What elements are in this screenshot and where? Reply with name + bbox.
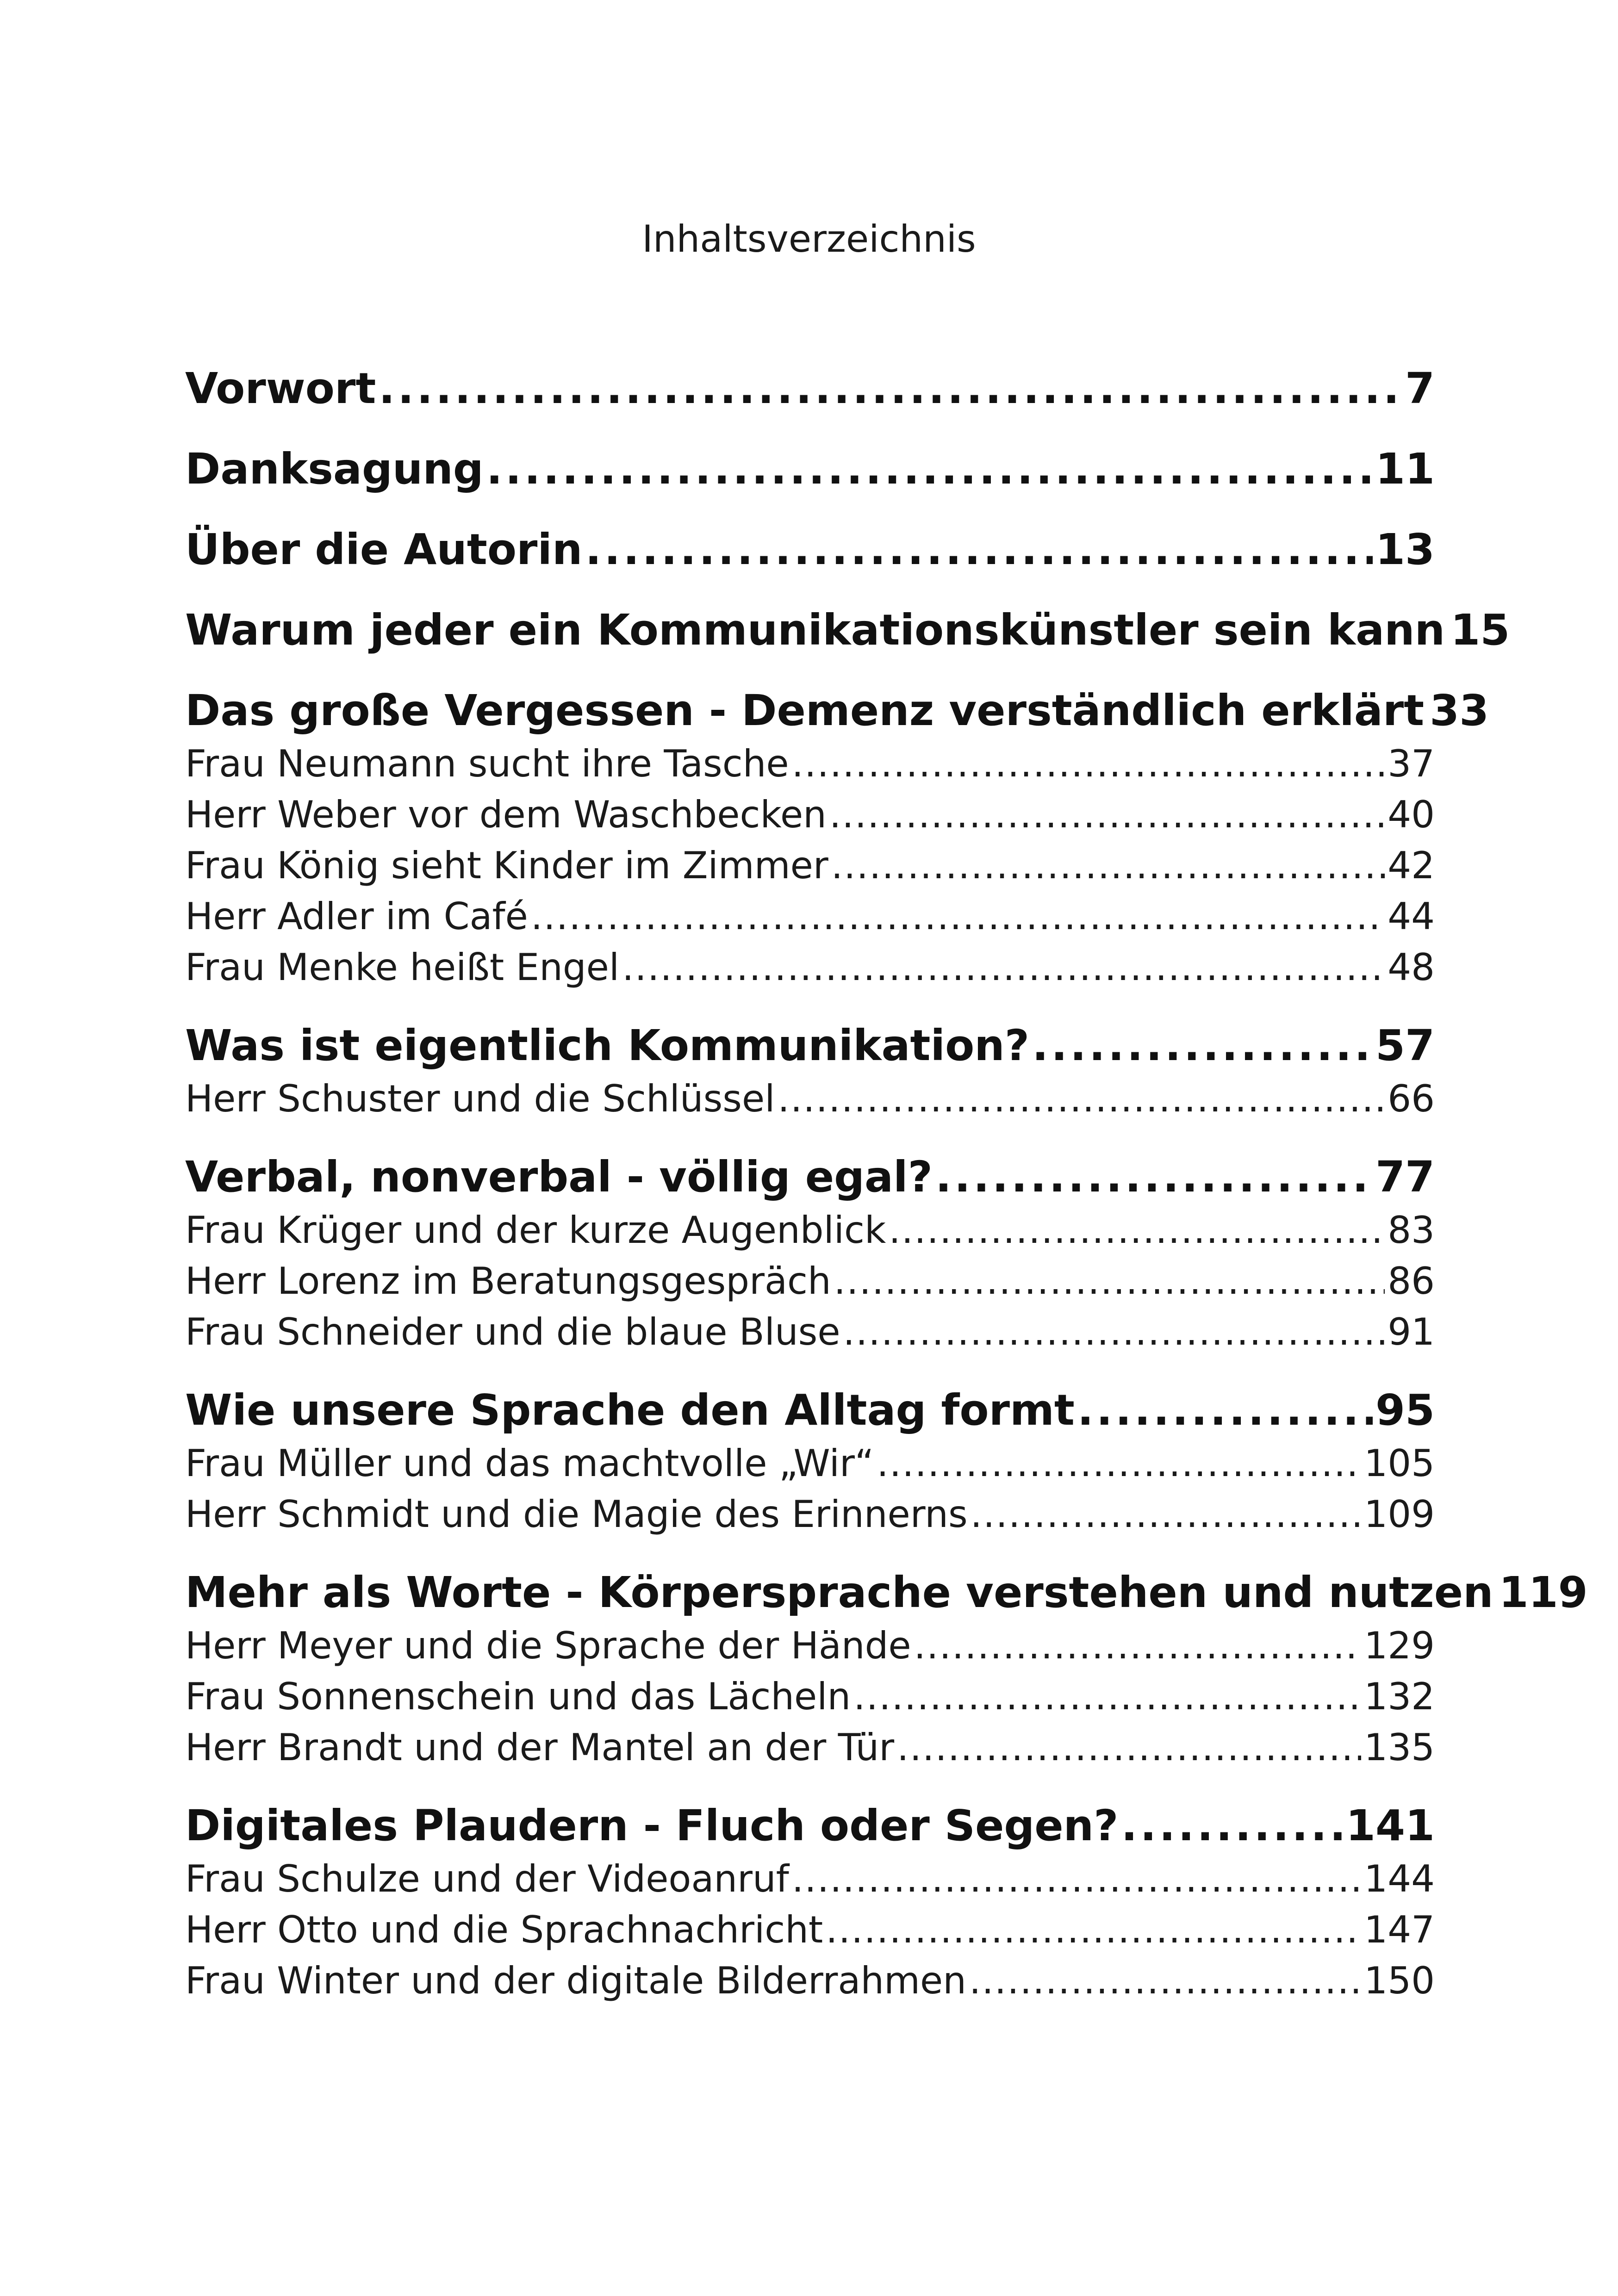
section-title: Herr Otto und die Sprachnachricht: [185, 1908, 823, 1951]
dot-leader: [843, 1307, 1385, 1358]
dot-leader: [1121, 1798, 1343, 1854]
section-title: Herr Adler im Café: [185, 895, 528, 938]
section-title: Herr Brandt und der Mantel an der Tür: [185, 1726, 895, 1769]
toc-section-entry[interactable]: [185, 942, 1435, 993]
dot-leader: [914, 1620, 1362, 1671]
section-title: Frau Sonnenschein und das Lächeln: [185, 1675, 851, 1718]
toc-section-entry[interactable]: [185, 1307, 1435, 1358]
section-title: Herr Schmidt und die Magie des Erinnerns: [185, 1493, 968, 1536]
dot-leader: [877, 1438, 1361, 1489]
toc-section-entry[interactable]: [185, 1438, 1435, 1489]
section-page-number: 109: [1364, 1493, 1435, 1536]
section-title: Frau Winter und der digitale Bilderrahmen: [185, 1959, 966, 2002]
toc-section-entry[interactable]: [185, 1905, 1435, 1955]
dot-leader: [778, 1074, 1385, 1124]
chapter-title: Über die Autorin: [185, 525, 583, 574]
dot-leader: [792, 1854, 1361, 1905]
toc-section-entry[interactable]: [185, 1620, 1435, 1671]
toc-section-entry[interactable]: [185, 1256, 1435, 1307]
toc-section-entry[interactable]: [185, 1722, 1435, 1773]
chapter-page-number: 13: [1375, 525, 1435, 574]
toc-chapter-entry[interactable]: [185, 522, 1435, 577]
chapter-page-number: 15: [1450, 605, 1510, 655]
section-title: Frau Neumann sucht ihre Tasche: [185, 742, 789, 785]
section-page-number: 86: [1388, 1260, 1435, 1303]
section-page-number: 144: [1364, 1857, 1435, 1900]
dot-leader: [826, 1905, 1361, 1955]
dot-leader: [379, 361, 1402, 416]
dot-leader: [486, 441, 1373, 497]
chapter-title: Was ist eigentlich Kommunikation?: [185, 1021, 1030, 1070]
chapter-title: Danksagung: [185, 444, 484, 494]
toc-section-entry[interactable]: [185, 1955, 1435, 2006]
dot-leader: [585, 522, 1373, 577]
section-page-number: 150: [1364, 1959, 1435, 2002]
section-title: Herr Weber vor dem Waschbecken: [185, 793, 827, 836]
dot-leader: [829, 789, 1385, 840]
toc-section-entry[interactable]: [185, 1489, 1435, 1540]
dot-leader: [897, 1722, 1361, 1773]
chapter-page-number: 95: [1375, 1385, 1435, 1435]
dot-leader: [831, 840, 1385, 891]
dot-leader: [853, 1671, 1361, 1722]
dot-leader: [1077, 1383, 1373, 1438]
section-page-number: 135: [1364, 1726, 1435, 1769]
toc-chapter-entry[interactable]: [185, 441, 1435, 497]
section-title: Frau Müller und das machtvolle „Wir“: [185, 1442, 874, 1485]
toc-chapter-entry[interactable]: [185, 602, 1510, 658]
section-title: Frau Menke heißt Engel: [185, 946, 620, 989]
section-page-number: 83: [1388, 1209, 1435, 1252]
toc-chapter-entry[interactable]: [185, 361, 1435, 416]
section-page-number: 40: [1388, 793, 1435, 836]
dot-leader: [622, 942, 1385, 993]
toc-section-entry[interactable]: [185, 738, 1435, 789]
dot-leader: [1032, 1018, 1373, 1074]
toc-section-entry[interactable]: [185, 1671, 1435, 1722]
section-title: Herr Schuster und die Schlüssel: [185, 1077, 775, 1120]
toc-section-entry[interactable]: [185, 789, 1435, 840]
dot-leader: [792, 738, 1385, 789]
section-page-number: 42: [1388, 844, 1435, 887]
section-page-number: 129: [1364, 1624, 1435, 1667]
toc-chapter-entry[interactable]: [185, 1149, 1435, 1205]
toc-chapter-entry[interactable]: [185, 1565, 1588, 1620]
chapter-title: Wie unsere Sprache den Alltag formt: [185, 1385, 1075, 1435]
chapter-title: Verbal, nonverbal - völlig egal?: [185, 1152, 933, 1202]
chapter-title: Digitales Plaudern - Fluch oder Segen?: [185, 1801, 1119, 1850]
section-page-number: 37: [1388, 742, 1435, 785]
toc-section-entry[interactable]: [185, 1074, 1435, 1124]
dot-leader: [834, 1256, 1385, 1307]
section-title: Herr Lorenz im Beratungsgespräch: [185, 1260, 831, 1303]
section-page-number: 91: [1388, 1310, 1435, 1353]
section-title: Herr Meyer und die Sprache der Hände: [185, 1624, 911, 1667]
chapter-page-number: 141: [1345, 1801, 1435, 1850]
toc-section-entry[interactable]: [185, 840, 1435, 891]
chapter-page-number: 11: [1375, 444, 1435, 494]
chapter-page-number: 77: [1375, 1152, 1435, 1202]
toc-chapter-entry[interactable]: [185, 1018, 1435, 1074]
chapter-title: Das große Vergessen - Demenz verständlich erklärt: [185, 686, 1425, 735]
toc-section-entry[interactable]: [185, 1205, 1435, 1256]
chapter-title: Warum jeder ein Kommunikationskünstler sein kann: [185, 605, 1445, 655]
chapter-page-number: 119: [1499, 1568, 1588, 1617]
section-page-number: 48: [1388, 946, 1435, 989]
section-title: Frau Krüger und der kurze Augenblick: [185, 1209, 886, 1252]
chapter-title: Mehr als Worte - Körpersprache verstehen und nutzen: [185, 1568, 1494, 1617]
chapter-page-number: 57: [1375, 1021, 1435, 1070]
dot-leader: [889, 1205, 1385, 1256]
toc-chapter-entry[interactable]: [185, 1383, 1435, 1438]
section-title: Frau Schulze und der Videoanruf: [185, 1857, 789, 1900]
dot-leader: [935, 1149, 1373, 1205]
dot-leader: [971, 1489, 1362, 1540]
toc-chapter-entry[interactable]: [185, 683, 1489, 738]
toc-chapter-entry[interactable]: [185, 1798, 1435, 1854]
section-page-number: 105: [1364, 1442, 1435, 1485]
section-page-number: 147: [1364, 1908, 1435, 1951]
toc-section-entry[interactable]: [185, 891, 1435, 942]
chapter-title: Vorwort: [185, 364, 376, 413]
section-page-number: 44: [1388, 895, 1435, 938]
dot-leader: [531, 891, 1385, 942]
section-title: Frau Schneider und die blaue Bluse: [185, 1310, 840, 1353]
section-page-number: 132: [1364, 1675, 1435, 1718]
toc-heading: Inhaltsverzeichnis: [642, 217, 976, 261]
chapter-page-number: 33: [1430, 686, 1489, 735]
dot-leader: [969, 1955, 1361, 2006]
chapter-page-number: 7: [1405, 364, 1435, 413]
section-page-number: 66: [1388, 1077, 1435, 1120]
section-title: Frau König sieht Kinder im Zimmer: [185, 844, 828, 887]
toc-section-entry[interactable]: [185, 1854, 1435, 1905]
table-of-contents: [185, 361, 1588, 2006]
